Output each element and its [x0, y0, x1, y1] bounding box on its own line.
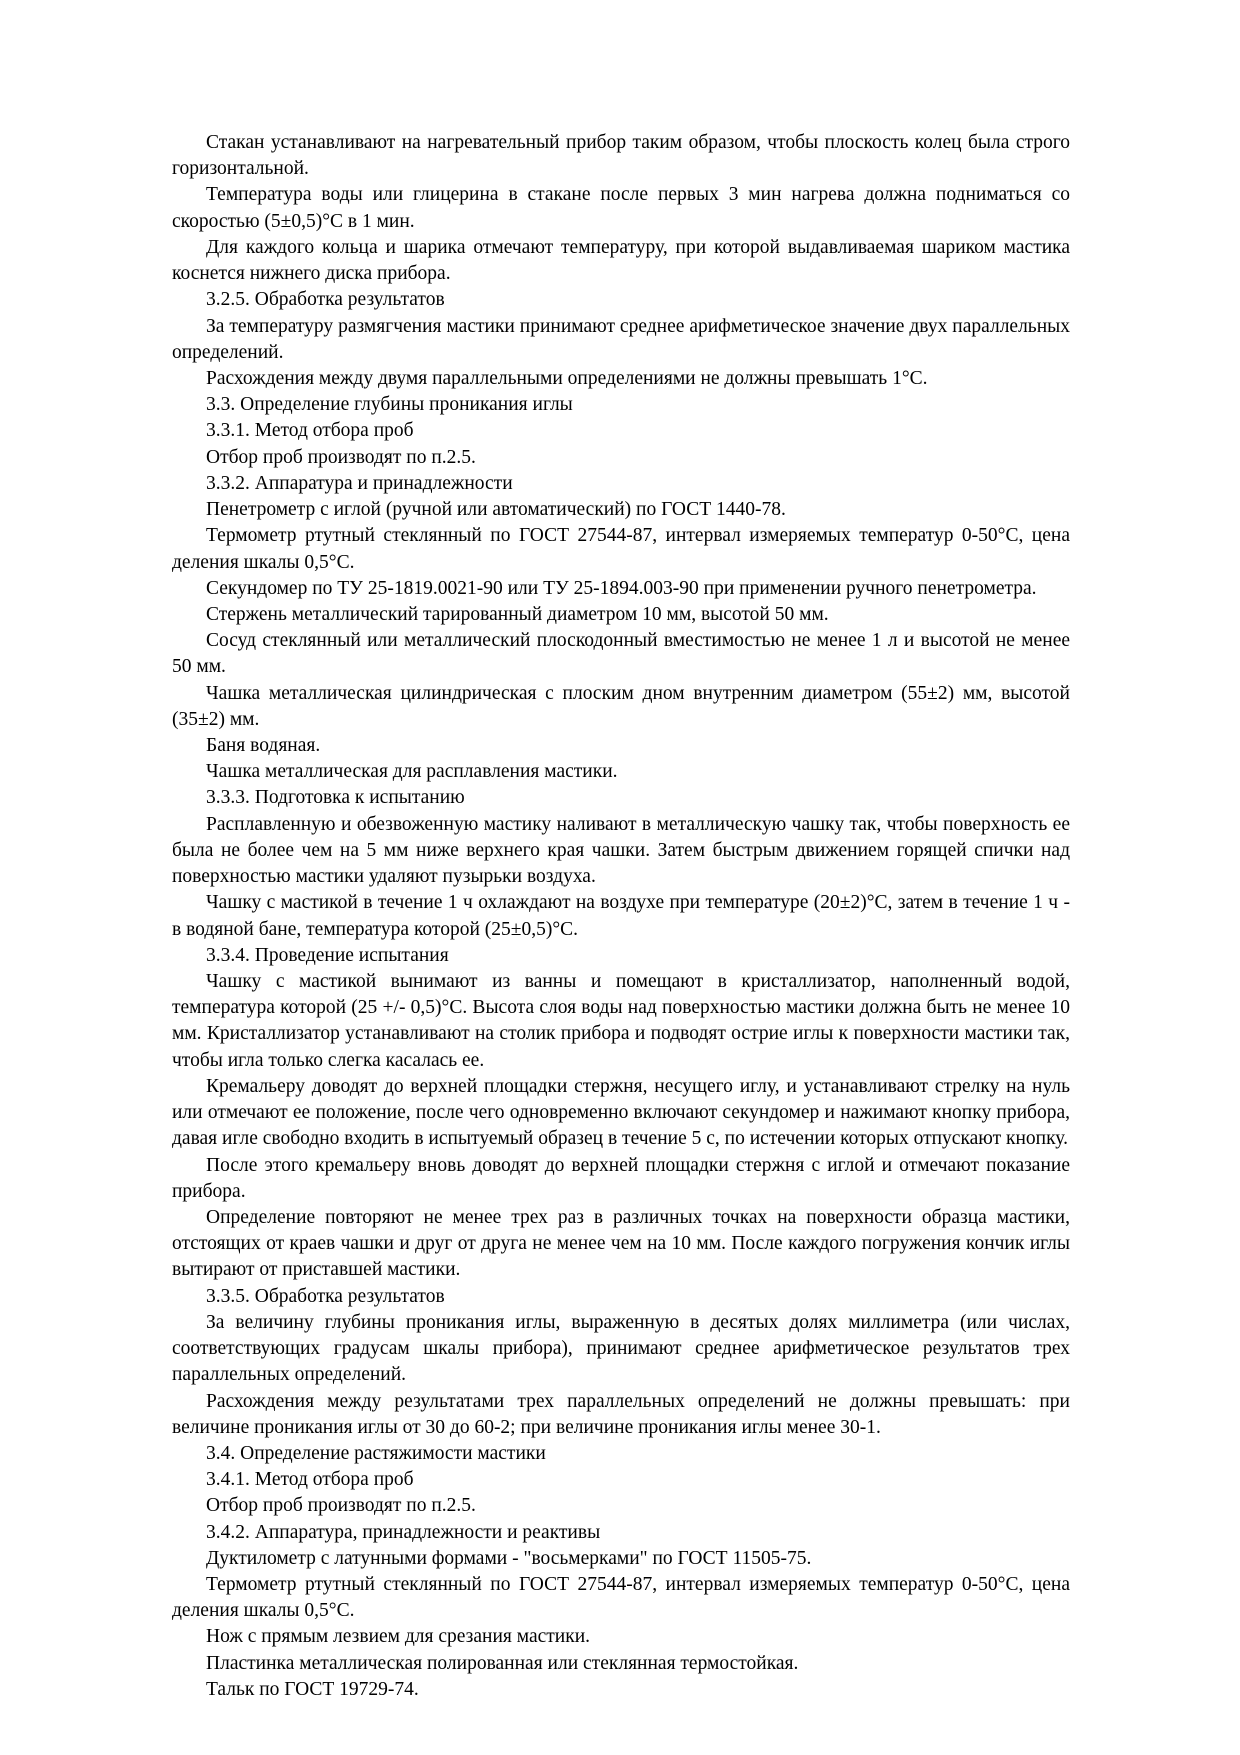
- paragraph: Термометр ртутный стеклянный по ГОСТ 27544-87, интервал измеряемых температур 0-50°С, цена деления шкалы 0,5°С.: [172, 525, 1070, 573]
- section-heading-3-3-4: 3.3.4. Проведение испытания: [206, 944, 449, 966]
- paragraph: Чашку с мастикой вынимают из ванны и помещают в кристаллизатор, наполненный водой, температура которой (25 +/- 0,5)°С. Высота слоя воды над поверхностью мастики должна быть не менее 10 мм. Кристаллизатор устанавливают на столик прибора и подводят острие иглы к поверхности мастики так, чтобы игла только слегка касалась ее.: [172, 971, 1070, 1071]
- section-heading-3-3-1: 3.3.1. Метод отбора проб: [206, 420, 414, 442]
- paragraph: Баня водяная.: [206, 735, 321, 757]
- paragraph: Стержень металлический тарированный диаметром 10 мм, высотой 50 мм.: [206, 603, 829, 625]
- section-heading-3-3-5: 3.3.5. Обработка результатов: [206, 1285, 445, 1307]
- paragraph: Тальк по ГОСТ 19729-74.: [206, 1678, 419, 1700]
- paragraph: Отбор проб производят по п.2.5.: [206, 446, 476, 468]
- paragraph: Кремальеру доводят до верхней площадки стержня, несущего иглу, и устанавливают стрелку на нуль или отмечают ее положение, после чего одновременно включают секундомер и нажимают кнопку прибора, давая игле свободно входить в испытуемый образец в течение 5 с, по истечении которых отпускают кнопку.: [172, 1075, 1070, 1150]
- paragraph: Для каждого кольца и шарика отмечают температуру, при которой выдавливаемая шариком мастика коснется нижнего диска прибора.: [172, 236, 1070, 285]
- paragraph: Нож с прямым лезвием для срезания мастики.: [206, 1626, 591, 1648]
- paragraph: Чашка металлическая для расплавления мастики.: [206, 761, 618, 783]
- paragraph: За величину глубины проникания иглы, выраженную в десятых долях миллиметра (или числах, соответствующих градусам шкалы прибора), принимают среднее арифметическое результатов трех параллельных определений.: [172, 1311, 1070, 1386]
- paragraph: Пластинка металлическая полированная или стеклянная термостойкая.: [206, 1652, 799, 1674]
- section-heading-3-4: 3.4. Определение растяжимости мастики: [206, 1442, 546, 1464]
- section-heading-3-3-3: 3.3.3. Подготовка к испытанию: [206, 787, 465, 809]
- paragraph: Стакан устанавливают на нагревательный прибор таким образом, чтобы плоскость колец была строго горизонтальной.: [172, 132, 1070, 180]
- section-heading-3-3: 3.3. Определение глубины проникания иглы: [206, 394, 573, 416]
- paragraph: После этого кремальеру вновь доводят до верхней площадки стержня с иглой и отмечают показание прибора.: [172, 1154, 1070, 1202]
- paragraph: Расхождения между двумя параллельными определениями не должны превышать 1°С.: [206, 367, 928, 389]
- paragraph: Чашку с мастикой в течение 1 ч охлаждают на воздухе при температуре (20±2)°С, затем в течение 1 ч - в водяной бане, температура которой (25±0,5)°С.: [172, 892, 1070, 940]
- document-text-body: [172, 130, 1070, 1703]
- paragraph: За температуру размягчения мастики принимают среднее арифметическое значение двух параллельных определений.: [172, 315, 1070, 363]
- paragraph: Температура воды или глицерина в стакане после первых 3 мин нагрева должна подниматься со скоростью (5±0,5)°С в 1 мин.: [172, 184, 1070, 232]
- paragraph: Термометр ртутный стеклянный по ГОСТ 27544-87, интервал измеряемых температур 0-50°С, цена деления шкалы 0,5°С.: [172, 1574, 1070, 1622]
- paragraph: Чашка металлическая цилиндрическая с плоским дном внутренним диаметром (55±2) мм, высотой (35±2) мм.: [172, 682, 1070, 730]
- paragraph: Пенетрометр с иглой (ручной или автоматический) по ГОСТ 1440-78.: [206, 499, 786, 521]
- paragraph: Расхождения между результатами трех параллельных определений не должны превышать: при величине проникания иглы от 30 до 60-2; при величине проникания иглы менее 30-1.: [172, 1390, 1070, 1438]
- section-heading-3-4-2: 3.4.2. Аппаратура, принадлежности и реактивы: [206, 1521, 601, 1543]
- paragraph: Определение повторяют не менее трех раз в различных точках на поверхности образца мастики, отстоящих от краев чашки и друг от друга не менее чем на 10 мм. После каждого погружения кончик иглы вытирают от приставшей мастики.: [172, 1206, 1070, 1281]
- section-heading-3-2-5: 3.2.5. Обработка результатов: [206, 289, 445, 311]
- section-heading-3-4-1: 3.4.1. Метод отбора проб: [206, 1469, 414, 1491]
- paragraph: Отбор проб производят по п.2.5.: [206, 1495, 476, 1517]
- paragraph: Сосуд стеклянный или металлический плоскодонный вместимостью не менее 1 л и высотой не менее 50 мм.: [172, 630, 1070, 678]
- paragraph: Расплавленную и обезвоженную мастику наливают в металлическую чашку так, чтобы поверхность ее была не более чем на 5 мм ниже верхнего края чашки. Затем быстрым движением горящей спички над поверхностью мастики удаляют пузырьки воздуха.: [172, 813, 1070, 888]
- paragraph: Дуктилометр с латунными формами - "восьмерками" по ГОСТ 11505-75.: [206, 1547, 812, 1569]
- paragraph: Секундомер по ТУ 25-1819.0021-90 или ТУ 25-1894.003-90 при применении ручного пенетрометра.: [206, 577, 1037, 599]
- section-heading-3-3-2: 3.3.2. Аппаратура и принадлежности: [206, 472, 513, 494]
